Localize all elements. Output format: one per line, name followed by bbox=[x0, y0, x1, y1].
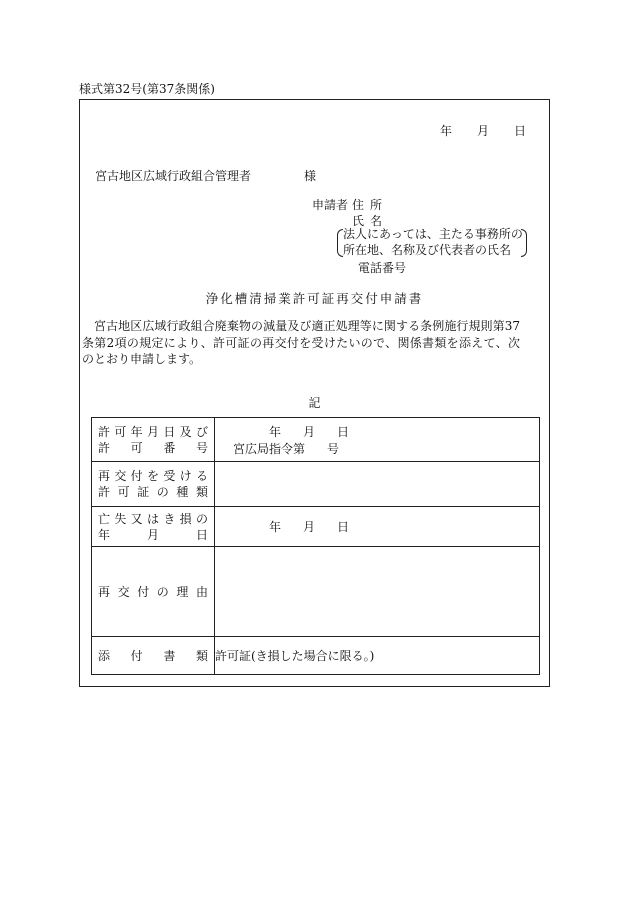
label-line: 添 付 書 類 bbox=[98, 648, 208, 663]
reissue-permit-type-label bbox=[92, 462, 215, 507]
permit-suffix: 号 bbox=[327, 441, 340, 456]
permit-date-number-value[interactable] bbox=[215, 418, 540, 462]
table-row bbox=[92, 462, 540, 507]
corp-note-line1: 法人にあっては、主たる事務所の bbox=[343, 227, 523, 241]
table-row bbox=[92, 507, 540, 547]
corp-note-line2: 所在地、名称及び代表者の氏名 bbox=[343, 243, 512, 257]
ki-marker: 記 bbox=[308, 396, 321, 410]
addressee-name: 宮古地区広域行政組合管理者 bbox=[95, 169, 252, 183]
reissue-reason-label bbox=[92, 547, 215, 637]
bracket-right bbox=[521, 229, 527, 257]
addressee bbox=[95, 167, 317, 184]
date-month: 月 bbox=[476, 124, 489, 138]
application-date bbox=[440, 122, 526, 139]
table-row bbox=[92, 418, 540, 462]
month-unit: 月 bbox=[302, 424, 315, 439]
year-unit: 年 bbox=[269, 424, 282, 439]
year-unit: 年 bbox=[269, 520, 282, 534]
phone-label: 電話番号 bbox=[358, 261, 407, 275]
label-line: 許 可 番 号 bbox=[98, 440, 208, 455]
permit-date bbox=[269, 423, 349, 440]
loss-damage-date bbox=[269, 518, 349, 535]
permit-date-number-label bbox=[92, 418, 215, 462]
label-line: 再 交 付 の 理 由 bbox=[98, 584, 208, 599]
body-paragraph: 宮古地区広域行政組合廃棄物の減量及び適正処理等に関する条例施行規則第37条第2項の規定により、許可証の再交付を受けたいので、関係書類を添えて、次のとおり申請します。 bbox=[82, 319, 520, 366]
label-line: 許 可 証 の 種 類 bbox=[98, 485, 208, 499]
application-form bbox=[79, 99, 550, 687]
day-unit: 日 bbox=[336, 520, 349, 534]
label-line: 許 可 年 月 日 及 び bbox=[98, 424, 208, 439]
name-label: 氏名 bbox=[352, 214, 389, 228]
applicant-label: 申請者 bbox=[312, 198, 349, 212]
address-label: 住所 bbox=[352, 198, 389, 212]
reissue-permit-type-value[interactable] bbox=[215, 462, 540, 507]
table-row bbox=[92, 547, 540, 637]
honorific-sama: 様 bbox=[304, 169, 317, 183]
date-day: 日 bbox=[513, 124, 526, 138]
label-line: 亡 失 又 は き 損 の bbox=[98, 511, 208, 526]
attachments-value: 許可証(き損した場合に限る。) bbox=[215, 637, 540, 675]
permit-prefix: 宮広局指令第 bbox=[233, 441, 306, 456]
loss-damage-date-label bbox=[92, 507, 215, 547]
detail-table bbox=[91, 417, 540, 675]
label-line: 再 交 付 を 受 け る bbox=[98, 469, 208, 483]
corporation-note bbox=[343, 226, 523, 258]
reissue-reason-value[interactable] bbox=[215, 547, 540, 637]
attachments-label bbox=[92, 637, 215, 675]
date-year: 年 bbox=[440, 124, 453, 138]
permit-number bbox=[233, 440, 539, 457]
form-number: 様式第32号(第37条関係) bbox=[79, 82, 215, 96]
table-row bbox=[92, 637, 540, 675]
month-unit: 月 bbox=[302, 520, 315, 534]
day-unit: 日 bbox=[336, 424, 349, 439]
loss-damage-date-value[interactable] bbox=[215, 507, 540, 547]
label-line: 年 月 日 bbox=[98, 527, 208, 542]
document-title: 浄化槽清掃業許可証再交付申請書 bbox=[205, 291, 424, 306]
